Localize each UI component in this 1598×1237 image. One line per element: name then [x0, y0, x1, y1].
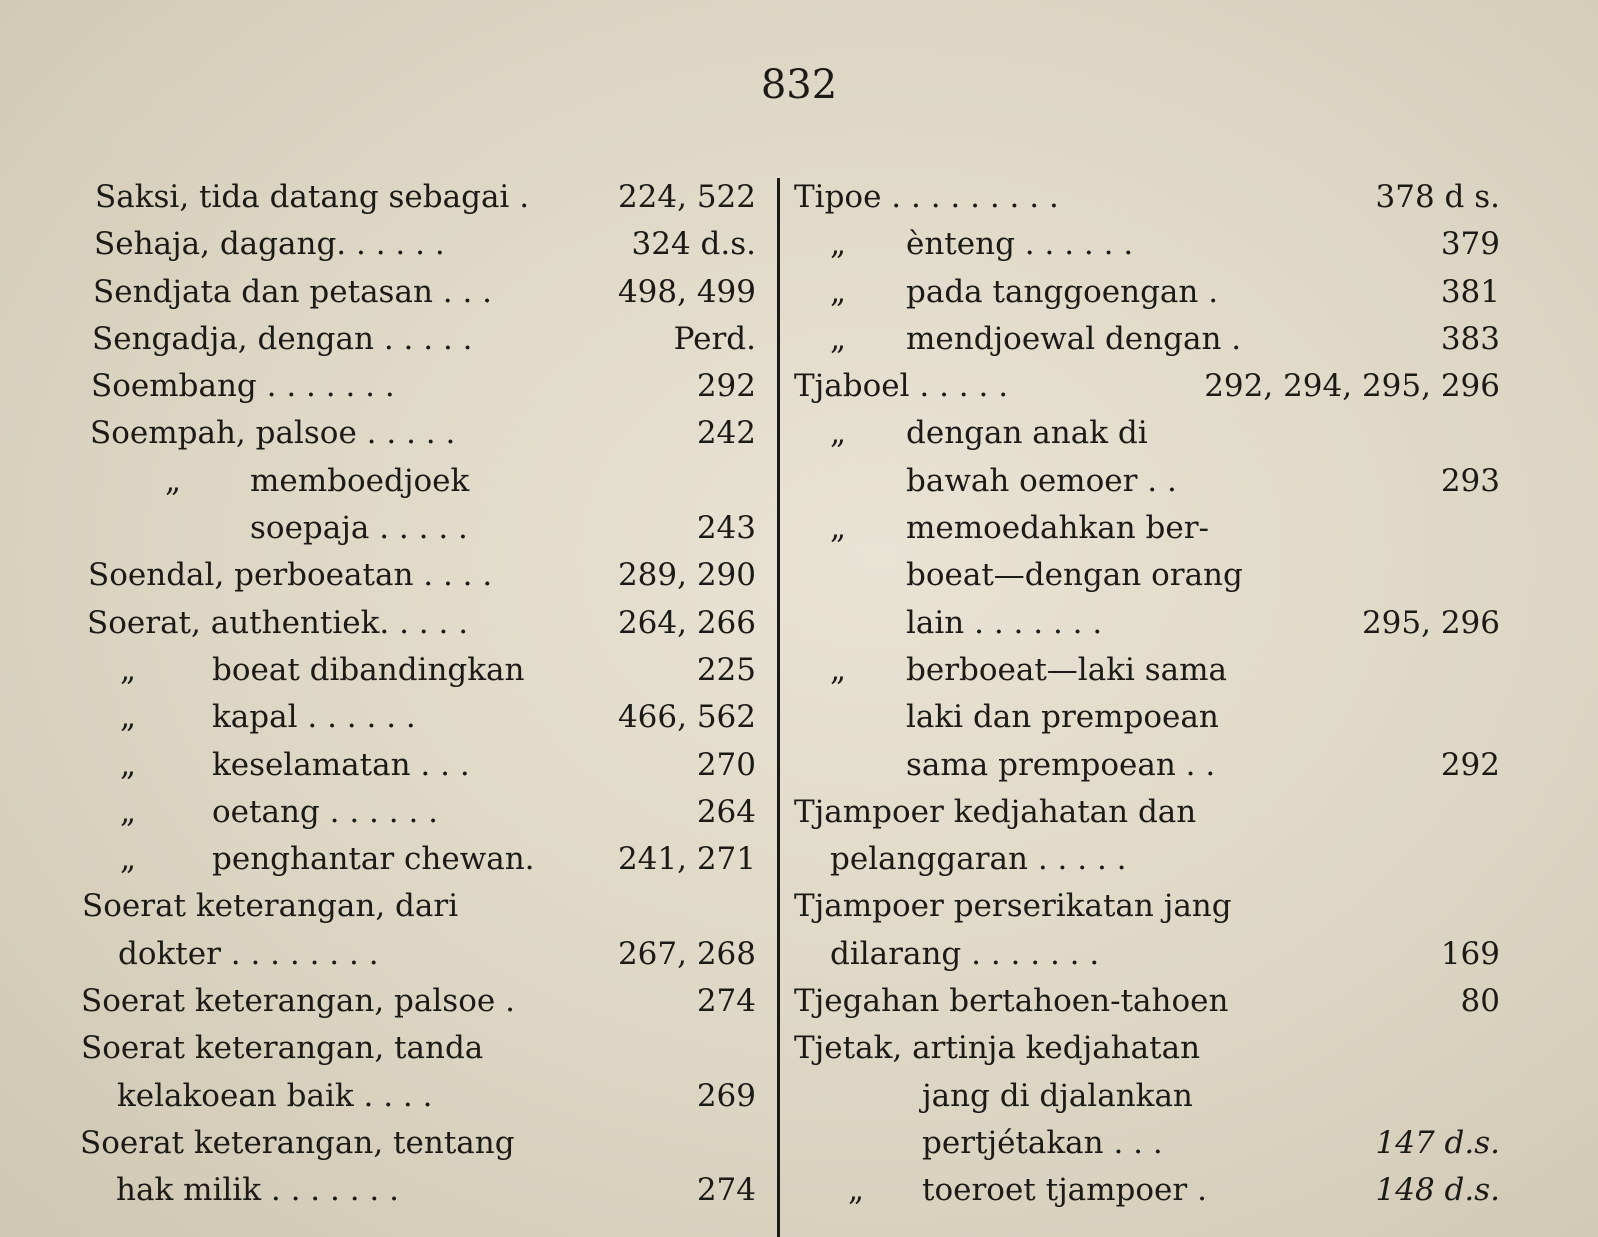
ditto-mark: „: [120, 651, 137, 688]
entry-term: laki dan prempoean: [906, 699, 1219, 736]
index-entry: [80, 1025, 756, 1072]
entry-page-ref: 289, 290: [617, 557, 756, 594]
entry-term: oetang . . . . . .: [212, 793, 439, 830]
entry-term: Soerat keterangan, tanda: [81, 1030, 484, 1067]
entry-term: Soendal, perboeatan . . . .: [88, 557, 493, 594]
index-entry: [800, 742, 1500, 789]
index-entry: [80, 1120, 756, 1167]
ditto-mark: „: [120, 699, 137, 736]
entry-page-ref: 241, 271: [617, 841, 756, 878]
entry-term: lain . . . . . . .: [906, 604, 1103, 641]
entry-term: Tjegahan bertahoen-tahoen: [794, 983, 1229, 1020]
ditto-mark: „: [830, 320, 847, 357]
index-entry: [794, 1025, 1500, 1072]
entry-term: soepaja . . . . .: [250, 510, 468, 547]
index-entry: [800, 1120, 1500, 1167]
entry-term: keselamatan . . .: [212, 746, 470, 783]
index-entry: [80, 600, 756, 647]
entry-term: dokter . . . . . . . .: [118, 935, 379, 972]
entry-term: Sehaja, dagang. . . . . .: [94, 226, 445, 263]
right-index-column: [794, 174, 1500, 1215]
ditto-mark: „: [848, 1172, 865, 1209]
entry-page-ref: 274: [696, 1172, 756, 1209]
ditto-mark: „: [830, 651, 847, 688]
entry-term: Saksi, tida datang sebagai .: [95, 179, 530, 215]
entry-term: kelakoean baik . . . .: [117, 1077, 433, 1114]
entry-term: mendjoewal dengan .: [906, 320, 1242, 357]
entry-page-ref: 292: [1440, 746, 1500, 783]
entry-page-ref: 148 d.s.: [1375, 1172, 1500, 1209]
entry-term: Soerat keterangan, palsoe .: [81, 983, 515, 1020]
index-entry: [80, 269, 756, 316]
entry-page-ref: 243: [696, 510, 756, 547]
entry-term: Soerat keterangan, dari: [82, 888, 459, 925]
entry-term: pelanggaran . . . . .: [830, 841, 1127, 878]
entry-page-ref: 383: [1440, 320, 1500, 357]
index-entry: [80, 552, 756, 599]
entry-term: hak milik . . . . . . .: [116, 1172, 399, 1209]
entry-term: Tipoe . . . . . . . . .: [794, 179, 1059, 215]
index-entry: [80, 789, 756, 836]
entry-page-ref: 381: [1440, 273, 1500, 310]
entry-term: pertjétakan . . .: [922, 1124, 1163, 1161]
index-entry: [794, 789, 1500, 836]
entry-term: Soerat, authentiek. . . . .: [87, 604, 469, 641]
entry-term: ènteng . . . . . .: [906, 226, 1134, 263]
entry-term: jang di djalankan: [922, 1077, 1193, 1114]
index-entry: [800, 1167, 1500, 1214]
entry-page-ref: 269: [696, 1077, 756, 1114]
ditto-mark: „: [830, 510, 847, 547]
entry-term: Soembang . . . . . . .: [91, 368, 395, 405]
entry-term: Tjampoer perserikatan jang: [794, 888, 1232, 925]
ditto-mark: „: [830, 415, 847, 452]
entry-term: Tjaboel . . . . .: [794, 368, 1009, 405]
index-entry: [80, 836, 756, 883]
entry-page-ref: 324 d.s.: [631, 226, 756, 263]
entry-page-ref: 242: [696, 415, 756, 452]
index-entry: [794, 363, 1500, 410]
index-entry: [800, 505, 1500, 552]
entry-term: Soempah, palsoe . . . . .: [90, 415, 456, 452]
entry-page-ref: 264: [696, 793, 756, 830]
entry-page-ref: 379: [1440, 226, 1500, 263]
entry-term: boeat dibandingkan: [212, 651, 525, 688]
entry-page-ref: 147 d.s.: [1375, 1124, 1500, 1161]
index-entry: [800, 316, 1500, 363]
entry-page-ref: 498, 499: [617, 273, 756, 310]
index-entry: [80, 694, 756, 741]
entry-page-ref: 270: [696, 746, 756, 783]
index-entry: [80, 1073, 756, 1120]
entry-page-ref: 292, 294, 295, 296: [1204, 368, 1500, 405]
index-entry: [800, 458, 1500, 505]
entry-term: Sengadja, dengan . . . . .: [92, 320, 473, 357]
entry-page-ref: 169: [1440, 935, 1500, 972]
entry-term: bawah oemoer . .: [906, 462, 1177, 499]
index-entry: [794, 174, 1500, 221]
entry-term: dilarang . . . . . . .: [830, 935, 1100, 972]
entry-page-ref: 80: [1460, 983, 1500, 1020]
ditto-mark: „: [165, 462, 182, 499]
entry-page-ref: 293: [1440, 462, 1500, 499]
index-entry: [800, 221, 1500, 268]
entry-term: Sendjata dan petasan . . .: [93, 273, 493, 310]
ditto-mark: „: [120, 746, 137, 783]
index-entry: [80, 221, 756, 268]
index-entry: [800, 931, 1500, 978]
entry-page-ref: 274: [696, 983, 756, 1020]
index-entry: [794, 883, 1500, 930]
column-divider: [777, 178, 780, 1237]
index-entry: [80, 316, 756, 363]
ditto-mark: „: [830, 273, 847, 310]
index-entry: [800, 647, 1500, 694]
index-entry: [80, 363, 756, 410]
entry-page-ref: 264, 266: [617, 604, 756, 641]
entry-page-ref: 292: [696, 368, 756, 405]
entry-page-ref: 267, 268: [617, 935, 756, 972]
entry-term: Tjetak, artinja kedjahatan: [794, 1030, 1201, 1067]
index-entry: [800, 269, 1500, 316]
entry-term: memboedjoek: [250, 462, 470, 499]
entry-term: dengan anak di: [906, 415, 1148, 452]
ditto-mark: „: [830, 226, 847, 263]
index-entry: [794, 978, 1500, 1025]
index-entry: [80, 458, 756, 505]
entry-page-ref: 225: [696, 651, 756, 688]
entry-term: pada tanggoengan .: [906, 273, 1219, 310]
index-entry: [80, 1167, 756, 1214]
index-entry: [80, 883, 756, 930]
index-entry: [80, 931, 756, 978]
index-entry: [800, 694, 1500, 741]
index-entry: [80, 978, 756, 1025]
index-entry: [80, 174, 756, 221]
ditto-mark: „: [120, 793, 137, 830]
entry-term: sama prempoean . .: [906, 746, 1216, 783]
entry-term: kapal . . . . . .: [212, 699, 416, 736]
index-entry: [80, 742, 756, 789]
page-number: 832: [760, 62, 838, 108]
entry-page-ref: Perd.: [673, 320, 756, 357]
left-index-column: [80, 174, 756, 1215]
entry-term: Soerat keterangan, tentang: [80, 1124, 515, 1161]
entry-term: berboeat—laki sama: [906, 651, 1228, 688]
entry-page-ref: 224, 522: [617, 179, 756, 215]
entry-page-ref: 378 d s.: [1375, 179, 1500, 215]
index-entry: [800, 836, 1500, 883]
entry-page-ref: 295, 296: [1361, 604, 1500, 641]
index-entry: [80, 505, 756, 552]
index-entry: [80, 410, 756, 457]
index-entry: [800, 410, 1500, 457]
index-entry: [800, 1073, 1500, 1120]
index-entry: [80, 647, 756, 694]
entry-term: Tjampoer kedjahatan dan: [794, 793, 1197, 830]
entry-page-ref: 466, 562: [617, 699, 756, 736]
entry-term: penghantar chewan.: [212, 841, 535, 878]
ditto-mark: „: [120, 841, 137, 878]
entry-term: boeat—dengan orang: [906, 557, 1243, 594]
entry-term: toeroet tjampoer .: [922, 1172, 1207, 1209]
index-entry: [800, 552, 1500, 599]
entry-term: memoedahkan ber-: [906, 510, 1210, 547]
index-entry: [800, 600, 1500, 647]
